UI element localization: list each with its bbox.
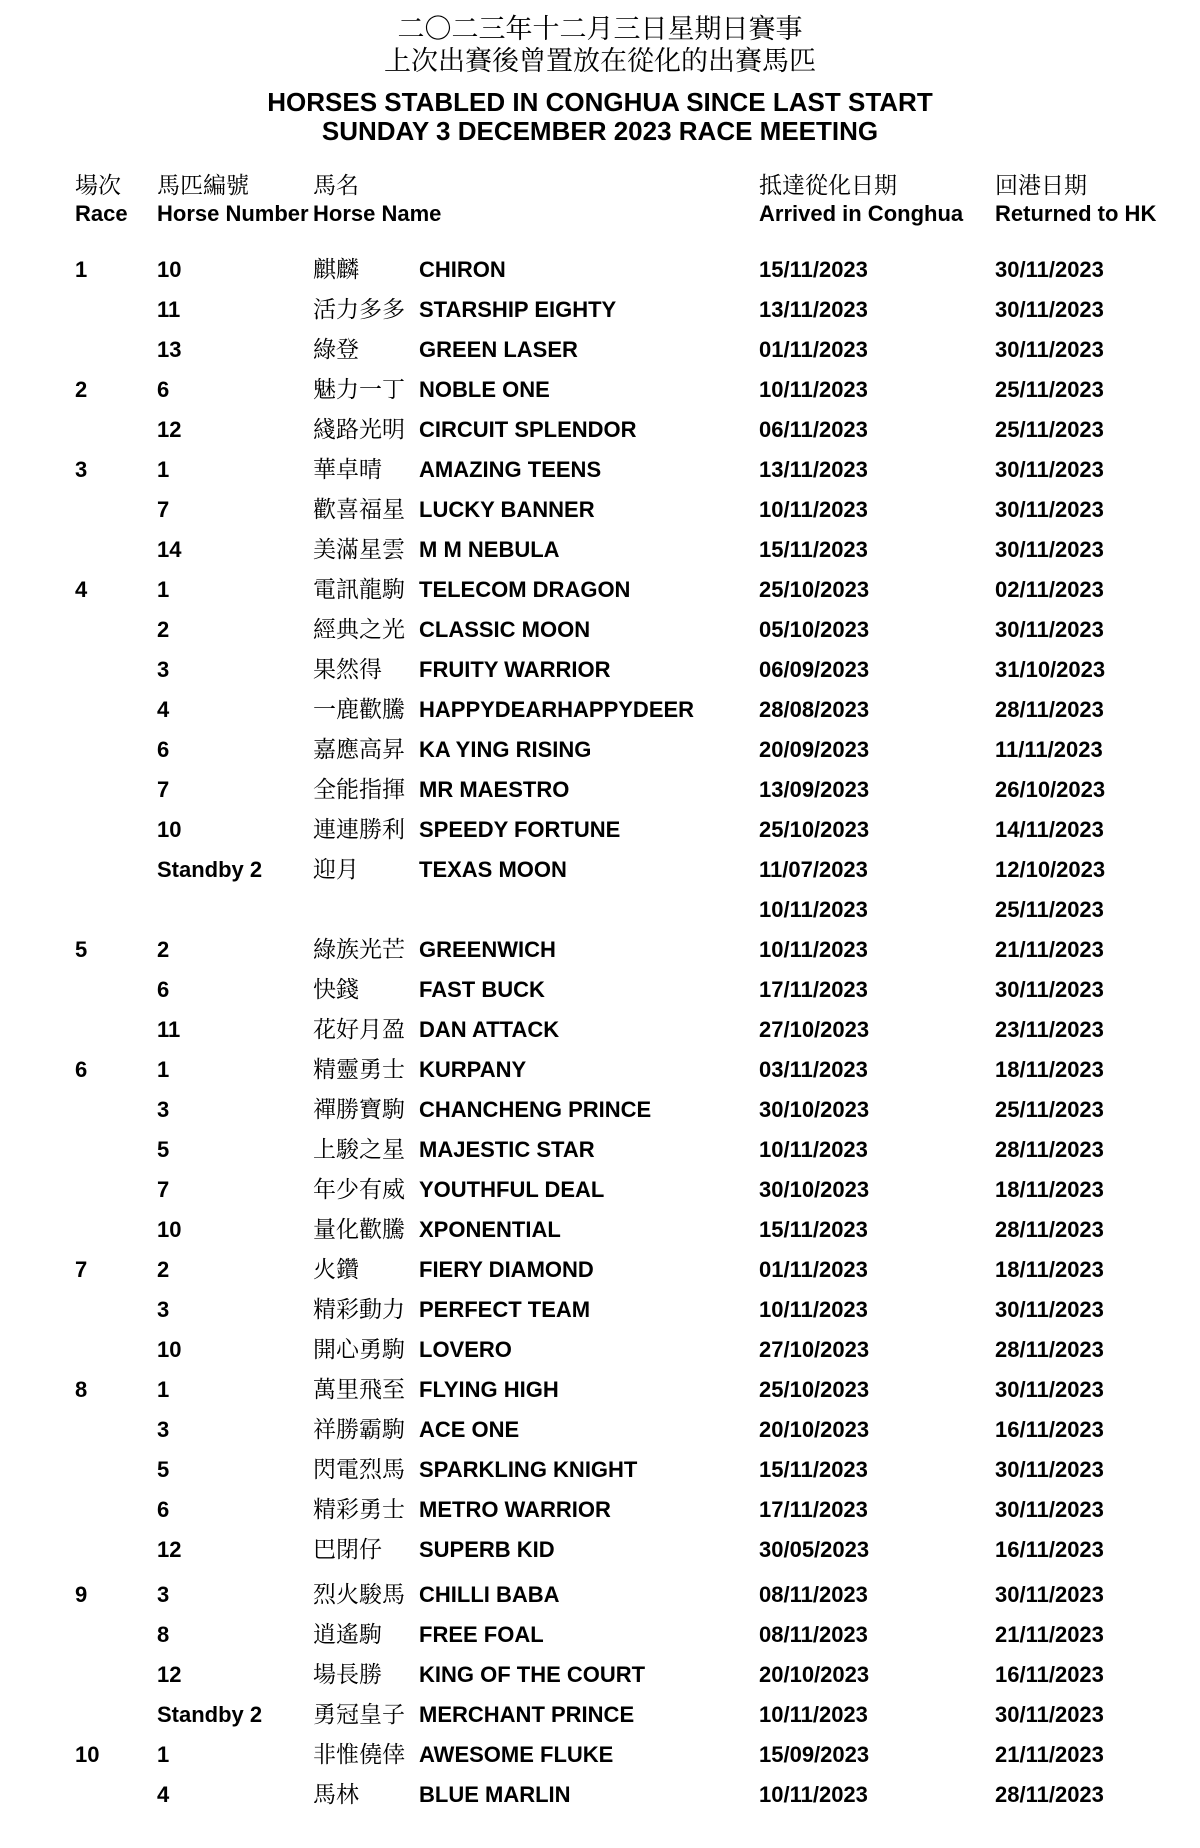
table-row [0,1290,1200,1330]
horse-number-cell: 5 [157,1457,170,1482]
horse-number-cell: 11 [157,1017,181,1042]
arrived-date-cell: 25/10/2023 [759,1377,870,1402]
horse-name-en-cell: BLUE MARLIN [419,1782,571,1807]
horse-number-cell: 10 [157,257,182,282]
returned-date-cell: 30/11/2023 [995,257,1104,282]
horse-name-en-cell: HAPPYDEARHAPPYDEER [419,697,695,722]
race-cell: 9 [75,1582,88,1607]
returned-date-cell: 30/11/2023 [995,1497,1104,1522]
horse-name-zh-cell: 美滿星雲 [313,537,405,563]
horse-name-en-cell: TELECOM DRAGON [419,577,631,602]
header-arrived-en: Arrived in Conghua [759,201,964,226]
returned-date-cell: 30/11/2023 [995,977,1104,1002]
returned-date-cell: 30/11/2023 [995,537,1104,562]
arrived-date-cell: 11/07/2023 [759,857,868,882]
returned-date-cell: 16/11/2023 [995,1537,1104,1562]
horse-number-cell: 1 [157,1742,170,1767]
header-returned-zh: 回港日期 [995,173,1087,199]
arrived-date-cell: 06/11/2023 [759,417,868,442]
table-row [0,1210,1200,1250]
title-english-line-1: HORSES STABLED IN CONGHUA SINCE LAST START [267,87,933,117]
horse-name-en-cell: SPARKLING KNIGHT [419,1457,638,1482]
horse-name-en-cell: LUCKY BANNER [419,497,595,522]
horse-name-en-cell: YOUTHFUL DEAL [419,1177,605,1202]
horse-name-en-cell: FAST BUCK [419,977,545,1002]
horse-name-en-cell: FIERY DIAMOND [419,1257,594,1282]
arrived-date-cell: 30/10/2023 [759,1177,870,1202]
horse-number-cell: 3 [157,1417,170,1442]
returned-date-cell: 16/11/2023 [995,1662,1104,1687]
horse-number-cell: 4 [157,697,170,722]
table-row [0,1410,1200,1450]
horse-number-cell: 1 [157,1057,170,1082]
returned-date-cell: 28/11/2023 [995,1782,1104,1807]
returned-date-cell: 26/10/2023 [995,777,1106,802]
horse-name-zh-cell: 禪勝寶駒 [313,1097,405,1123]
horse-name-en-cell: METRO WARRIOR [419,1497,611,1522]
arrived-date-cell: 10/11/2023 [759,1297,868,1322]
horse-name-zh-cell: 精彩動力 [313,1297,405,1323]
returned-date-cell: 25/11/2023 [995,377,1104,402]
horse-name-zh-cell: 精靈勇士 [313,1057,405,1083]
table-row [0,930,1200,970]
returned-date-cell: 18/11/2023 [995,1177,1104,1202]
horse-name-zh-cell: 逍遙駒 [313,1622,382,1648]
horse-number-cell: 6 [157,377,170,402]
table-row [0,890,1200,930]
race-cell: 3 [75,457,88,482]
horse-name-en-cell: FRUITY WARRIOR [419,657,611,682]
returned-date-cell: 31/10/2023 [995,657,1106,682]
header-horse-name-zh: 馬名 [313,173,359,199]
horse-number-cell: 10 [157,817,182,842]
arrived-date-cell: 20/09/2023 [759,737,870,762]
horse-name-zh-cell: 快錢 [313,977,359,1003]
header-arrived-zh: 抵達從化日期 [759,173,897,199]
table-row [0,370,1200,410]
arrived-date-cell: 10/11/2023 [759,897,868,922]
horse-name-zh-cell: 經典之光 [313,617,405,643]
horse-number-cell: 3 [157,657,170,682]
header-horse-name [313,172,441,227]
returned-date-cell: 30/11/2023 [995,1457,1104,1482]
horse-name-zh-cell: 綫路光明 [313,417,405,443]
horse-number-cell: 14 [157,537,182,562]
horse-name-zh-cell: 勇冠皇子 [313,1702,405,1728]
header-race-zh: 場次 [75,173,121,199]
table-row [0,1615,1200,1655]
table-row [0,610,1200,650]
table-row [0,1735,1200,1775]
horse-name-en-cell: AMAZING TEENS [419,457,602,482]
table-row [0,850,1200,890]
arrived-date-cell: 15/11/2023 [759,537,868,562]
horse-name-en-cell: CHILLI BABA [419,1582,560,1607]
horse-name-en-cell: MAJESTIC STAR [419,1137,595,1162]
horse-name-en-cell: KING OF THE COURT [419,1662,646,1687]
arrived-date-cell: 01/11/2023 [759,337,868,362]
horse-name-en-cell: MR MAESTRO [419,777,570,802]
horse-number-cell: 10 [157,1217,182,1242]
horse-number-cell: 7 [157,497,170,522]
horse-name-en-cell: SUPERB KID [419,1537,555,1562]
horse-number-cell: 3 [157,1582,170,1607]
arrived-date-cell: 15/11/2023 [759,1457,868,1482]
horse-name-zh-cell: 萬里飛至 [313,1377,405,1403]
returned-date-cell: 30/11/2023 [995,337,1104,362]
race-cell: 8 [75,1377,88,1402]
horse-name-zh-cell: 一鹿歡騰 [313,697,405,723]
table-row [0,250,1200,290]
arrived-date-cell: 10/11/2023 [759,1702,868,1727]
table-row [0,1330,1200,1370]
table-row [0,490,1200,530]
horse-name-zh-cell: 祥勝霸駒 [313,1417,405,1443]
returned-date-cell: 18/11/2023 [995,1257,1104,1282]
returned-date-cell: 30/11/2023 [995,1702,1104,1727]
table-row [0,690,1200,730]
table-row [0,1130,1200,1170]
header-race [75,172,128,227]
arrived-date-cell: 17/11/2023 [759,977,868,1002]
horse-name-en-cell: GREENWICH [419,937,556,962]
returned-date-cell: 21/11/2023 [995,937,1104,962]
returned-date-cell: 18/11/2023 [995,1057,1104,1082]
header-arrived [759,172,963,227]
arrived-date-cell: 28/08/2023 [759,697,870,722]
horse-name-zh-cell: 歡喜福星 [313,497,405,523]
horse-name-zh-cell: 精彩勇士 [313,1497,405,1523]
arrived-date-cell: 15/11/2023 [759,257,868,282]
arrived-date-cell: 25/10/2023 [759,817,870,842]
horse-number-cell: 12 [157,417,182,442]
horse-name-en-cell: SPEEDY FORTUNE [419,817,621,842]
horse-number-cell: 13 [157,337,182,362]
arrived-date-cell: 06/09/2023 [759,657,870,682]
returned-date-cell: 28/11/2023 [995,1337,1104,1362]
horse-number-cell: 3 [157,1097,170,1122]
horse-name-en-cell: TEXAS MOON [419,857,567,882]
arrived-date-cell: 10/11/2023 [759,497,868,522]
horse-number-cell: 2 [157,937,170,962]
horse-name-en-cell: AWESOME FLUKE [419,1742,614,1767]
horse-name-zh-cell: 迎月 [313,857,359,883]
horse-name-en-cell: M M NEBULA [419,537,560,562]
table-row [0,1050,1200,1090]
horse-name-en-cell: CHANCHENG PRINCE [419,1097,652,1122]
horse-name-en-cell: ACE ONE [419,1417,520,1442]
race-cell: 10 [75,1742,100,1767]
table-row [0,410,1200,450]
header-horse-number-en: Horse Number [157,201,309,226]
arrived-date-cell: 30/05/2023 [759,1537,870,1562]
table-row [0,810,1200,850]
returned-date-cell: 30/11/2023 [995,1582,1104,1607]
horse-name-zh-cell: 非惟僥倖 [313,1742,405,1768]
table-row [0,530,1200,570]
arrived-date-cell: 05/10/2023 [759,617,870,642]
horse-name-en-cell: LOVERO [419,1337,512,1362]
table-row [0,770,1200,810]
horse-name-zh-cell: 活力多多 [313,297,405,323]
horse-name-zh-cell: 連連勝利 [313,817,405,843]
horse-name-zh-cell: 綠登 [313,337,359,363]
returned-date-cell: 30/11/2023 [995,617,1104,642]
horse-name-zh-cell: 華卓晴 [313,457,382,483]
horse-name-zh-cell: 場長勝 [313,1662,382,1688]
arrived-date-cell: 25/10/2023 [759,577,870,602]
horse-number-cell: 2 [157,617,170,642]
arrived-date-cell: 13/09/2023 [759,777,870,802]
horse-number-cell: 1 [157,1377,170,1402]
table-row [0,1655,1200,1695]
table-row [0,730,1200,770]
horse-name-zh-cell: 量化歡騰 [313,1217,405,1243]
arrived-date-cell: 27/10/2023 [759,1017,870,1042]
horse-name-zh-cell: 麒麟 [313,257,359,283]
returned-date-cell: 11/11/2023 [995,737,1103,762]
horse-name-zh-cell: 全能指揮 [313,777,405,803]
horse-number-cell: 3 [157,1297,170,1322]
horse-name-zh-cell: 魅力一丁 [313,377,405,403]
horse-number-cell: 7 [157,1177,170,1202]
horse-name-zh-cell: 綠族光芒 [313,937,405,963]
horse-number-cell: 7 [157,777,170,802]
horse-name-zh-cell: 馬林 [313,1782,359,1808]
horse-name-en-cell: CIRCUIT SPLENDOR [419,417,637,442]
title-chinese-line-2: 上次出賽後曾置放在從化的出賽馬匹 [384,46,816,77]
table-row [0,290,1200,330]
table-row [0,1090,1200,1130]
horse-name-zh-cell: 閃電烈馬 [313,1457,405,1483]
horse-name-en-cell: STARSHIP EIGHTY [419,297,617,322]
table-row [0,570,1200,610]
horse-number-cell: 6 [157,977,170,1002]
returned-date-cell: 12/10/2023 [995,857,1106,882]
returned-date-cell: 25/11/2023 [995,1097,1104,1122]
table-row [0,1695,1200,1735]
arrived-date-cell: 10/11/2023 [759,377,868,402]
arrived-date-cell: 08/11/2023 [759,1582,868,1607]
arrived-date-cell: 15/09/2023 [759,1742,870,1767]
header-horse-number-zh: 馬匹編號 [157,173,249,199]
table-row [0,1490,1200,1530]
horse-name-en-cell: CHIRON [419,257,506,282]
returned-date-cell: 30/11/2023 [995,297,1104,322]
horse-name-en-cell: DAN ATTACK [419,1017,560,1042]
horse-name-en-cell: NOBLE ONE [419,377,550,402]
returned-date-cell: 28/11/2023 [995,1137,1104,1162]
horse-name-en-cell: CLASSIC MOON [419,617,591,642]
horse-number-cell: 8 [157,1622,170,1647]
table-row [0,330,1200,370]
arrived-date-cell: 13/11/2023 [759,457,868,482]
horse-name-en-cell: XPONENTIAL [419,1217,561,1242]
header-returned-en: Returned to HK [995,201,1157,226]
table-row [0,1530,1200,1570]
returned-date-cell: 30/11/2023 [995,1377,1104,1402]
horse-number-cell: Standby 2 [157,857,263,882]
returned-date-cell: 21/11/2023 [995,1622,1104,1647]
race-cell: 2 [75,377,88,402]
returned-date-cell: 30/11/2023 [995,457,1104,482]
arrived-date-cell: 10/11/2023 [759,1137,868,1162]
header-returned [995,172,1156,227]
arrived-date-cell: 10/11/2023 [759,937,868,962]
table-row [0,1170,1200,1210]
horse-name-zh-cell: 電訊龍駒 [313,577,405,603]
header-horse-number [157,172,309,227]
horse-number-cell: 5 [157,1137,170,1162]
horse-number-cell: 6 [157,737,170,762]
horse-name-zh-cell: 火鑽 [313,1257,359,1283]
horse-name-en-cell: MERCHANT PRINCE [419,1702,635,1727]
arrived-date-cell: 30/10/2023 [759,1097,870,1122]
horse-number-cell: 1 [157,577,170,602]
race-cell: 6 [75,1057,88,1082]
returned-date-cell: 28/11/2023 [995,697,1104,722]
table-row [0,1775,1200,1815]
horse-number-cell: Standby 2 [157,1702,263,1727]
horse-number-cell: 12 [157,1537,182,1562]
race-cell: 5 [75,937,88,962]
arrived-date-cell: 17/11/2023 [759,1497,868,1522]
title-english-line-2: SUNDAY 3 DECEMBER 2023 RACE MEETING [321,116,879,146]
returned-date-cell: 02/11/2023 [995,577,1104,602]
returned-date-cell: 25/11/2023 [995,897,1104,922]
horse-number-cell: 11 [157,297,181,322]
race-cell: 4 [75,577,88,602]
arrived-date-cell: 15/11/2023 [759,1217,868,1242]
horse-name-en-cell: FLYING HIGH [419,1377,559,1402]
returned-date-cell: 30/11/2023 [995,497,1104,522]
header-horse-name-en: Horse Name [313,201,442,226]
horse-name-en-cell: KA YING RISING [419,737,592,762]
horse-name-zh-cell: 嘉應高昇 [313,737,405,763]
arrived-date-cell: 10/11/2023 [759,1782,868,1807]
horse-name-zh-cell: 果然得 [313,657,382,683]
horse-name-en-cell: GREEN LASER [419,337,578,362]
header-race-en: Race [75,201,128,226]
arrived-date-cell: 08/11/2023 [759,1622,868,1647]
returned-date-cell: 25/11/2023 [995,417,1104,442]
returned-date-cell: 21/11/2023 [995,1742,1104,1767]
arrived-date-cell: 27/10/2023 [759,1337,870,1362]
returned-date-cell: 14/11/2023 [995,817,1104,842]
arrived-date-cell: 20/10/2023 [759,1662,870,1687]
table-row [0,1575,1200,1615]
title-block [0,14,1200,146]
horse-number-cell: 4 [157,1782,170,1807]
horse-name-en-cell: PERFECT TEAM [419,1297,591,1322]
horse-number-cell: 6 [157,1497,170,1522]
table-row [0,1450,1200,1490]
returned-date-cell: 30/11/2023 [995,1297,1104,1322]
horse-number-cell: 10 [157,1337,182,1362]
returned-date-cell: 28/11/2023 [995,1217,1104,1242]
table-row [0,1010,1200,1050]
horse-number-cell: 12 [157,1662,182,1687]
table-row [0,450,1200,490]
horse-name-zh-cell: 巴閉仔 [313,1537,382,1563]
horse-name-zh-cell: 烈火駿馬 [313,1582,405,1608]
race-cell: 1 [75,257,88,282]
table-row [0,650,1200,690]
horse-name-en-cell: KURPANY [419,1057,527,1082]
returned-date-cell: 23/11/2023 [995,1017,1104,1042]
horse-name-zh-cell: 開心勇駒 [313,1337,405,1363]
horse-name-zh-cell: 年少有威 [313,1177,405,1203]
table-row [0,970,1200,1010]
horse-name-zh-cell: 花好月盈 [313,1017,405,1043]
horse-number-cell: 2 [157,1257,170,1282]
arrived-date-cell: 20/10/2023 [759,1417,870,1442]
arrived-date-cell: 03/11/2023 [759,1057,868,1082]
table-row [0,1370,1200,1410]
arrived-date-cell: 01/11/2023 [759,1257,868,1282]
returned-date-cell: 16/11/2023 [995,1417,1104,1442]
horse-number-cell: 1 [157,457,170,482]
table-row [0,1250,1200,1290]
title-chinese-line-1: 二〇二三年十二月三日星期日賽事 [397,14,803,45]
horse-name-en-cell: FREE FOAL [419,1622,544,1647]
horse-name-zh-cell: 上駿之星 [313,1137,405,1163]
race-cell: 7 [75,1257,88,1282]
arrived-date-cell: 13/11/2023 [759,297,868,322]
